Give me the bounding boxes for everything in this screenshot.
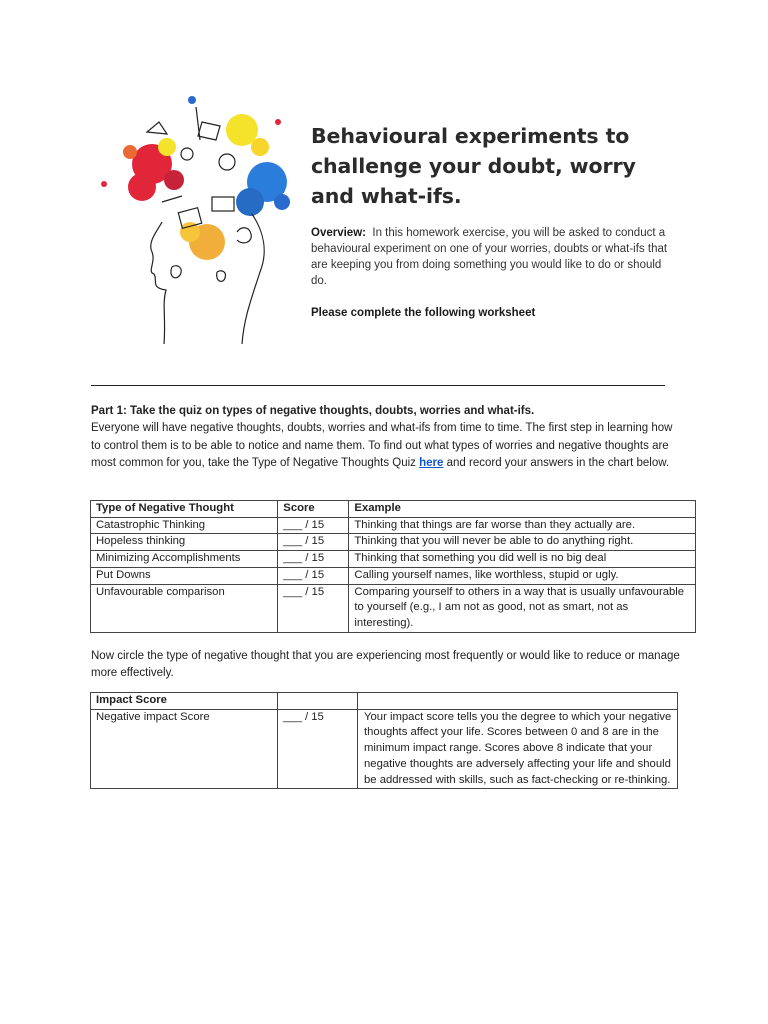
- table-header-row: [91, 693, 678, 710]
- impact-description: Your impact score tells you the degree to which your negative thoughts affect your life. Scores between 0 and 8 are in the minimum impact range. Scores above 8 indicate that your negative thoughts are adversely affecting your life and should be addressed with skills, such as fact-checking or re-thinking.: [358, 709, 678, 789]
- overview-text: In this homework exercise, you will be asked to conduct a behavioural experiment on one of your worries, doubts or what-ifs that are keeping you from doing something you would like to do or should do.: [311, 227, 668, 287]
- thought-example: Thinking that something you did well is no big deal: [349, 551, 696, 568]
- thought-example: Thinking that you will never be able to do anything right.: [349, 534, 696, 551]
- score-field[interactable]: ___ / 15: [278, 584, 349, 632]
- table-row: [91, 567, 696, 584]
- score-field[interactable]: ___ / 15: [278, 567, 349, 584]
- table-header-row: [91, 501, 696, 518]
- part1-body: Everyone will have negative thoughts, doubts, worries and what-ifs from time to time. The first step in learning how to control them is to be able to notice and name them. To find out what types of worries and negative thoughts are most common for you, take the Type of Negative Thoughts Quiz: [91, 422, 673, 469]
- thought-example: Comparing yourself to others in a way that is usually unfavourable to yourself (e.g., I am not as good, not as smart, not as interesting).: [349, 584, 696, 632]
- part1-section: [91, 403, 681, 472]
- thought-example: Thinking that things are far worse than they actually are.: [349, 517, 696, 534]
- table-row: [91, 709, 678, 789]
- header-impact-score: Impact Score: [91, 693, 278, 710]
- thought-type: Unfavourable comparison: [91, 584, 278, 632]
- negative-thoughts-table: [90, 500, 696, 633]
- page-title: Behavioural experiments to challenge your doubt, worry and what-ifs.: [311, 124, 636, 208]
- circle-instruction: Now circle the type of negative thought that you are experiencing most frequently or would like to reduce or manage more effectively.: [91, 650, 680, 679]
- table-row: [91, 551, 696, 568]
- thought-type: Minimizing Accomplishments: [91, 551, 278, 568]
- overview-label: Overview:: [311, 227, 366, 239]
- part1-heading: Part 1: Take the quiz on types of negative thoughts, doubts, worries and what-ifs.: [91, 405, 535, 417]
- score-field[interactable]: ___ / 15: [278, 517, 349, 534]
- header-empty: [358, 693, 678, 710]
- header-type: Type of Negative Thought: [91, 501, 278, 518]
- impact-score-field[interactable]: ___ / 15: [278, 709, 358, 789]
- impact-score-table: [90, 692, 678, 789]
- header-example: Example: [349, 501, 696, 518]
- head-with-colorful-thoughts-icon: [92, 92, 292, 344]
- thought-type: Hopeless thinking: [91, 534, 278, 551]
- header-empty: [278, 693, 358, 710]
- impact-label: Negative impact Score: [91, 709, 278, 789]
- table-row: [91, 517, 696, 534]
- thought-type: Catastrophic Thinking: [91, 517, 278, 534]
- overview-paragraph: [311, 225, 669, 289]
- table-row: [91, 584, 696, 632]
- thought-type: Put Downs: [91, 567, 278, 584]
- quiz-link[interactable]: here: [419, 456, 444, 469]
- table-row: [91, 534, 696, 551]
- score-field[interactable]: ___ / 15: [278, 551, 349, 568]
- section-divider: [91, 385, 665, 386]
- score-field[interactable]: ___ / 15: [278, 534, 349, 551]
- part1-body-end: and record your answers in the chart below.: [443, 456, 670, 469]
- header-score: Score: [278, 501, 349, 518]
- thought-example: Calling yourself names, like worthless, stupid or ugly.: [349, 567, 696, 584]
- complete-worksheet-prompt: Please complete the following worksheet: [311, 307, 536, 319]
